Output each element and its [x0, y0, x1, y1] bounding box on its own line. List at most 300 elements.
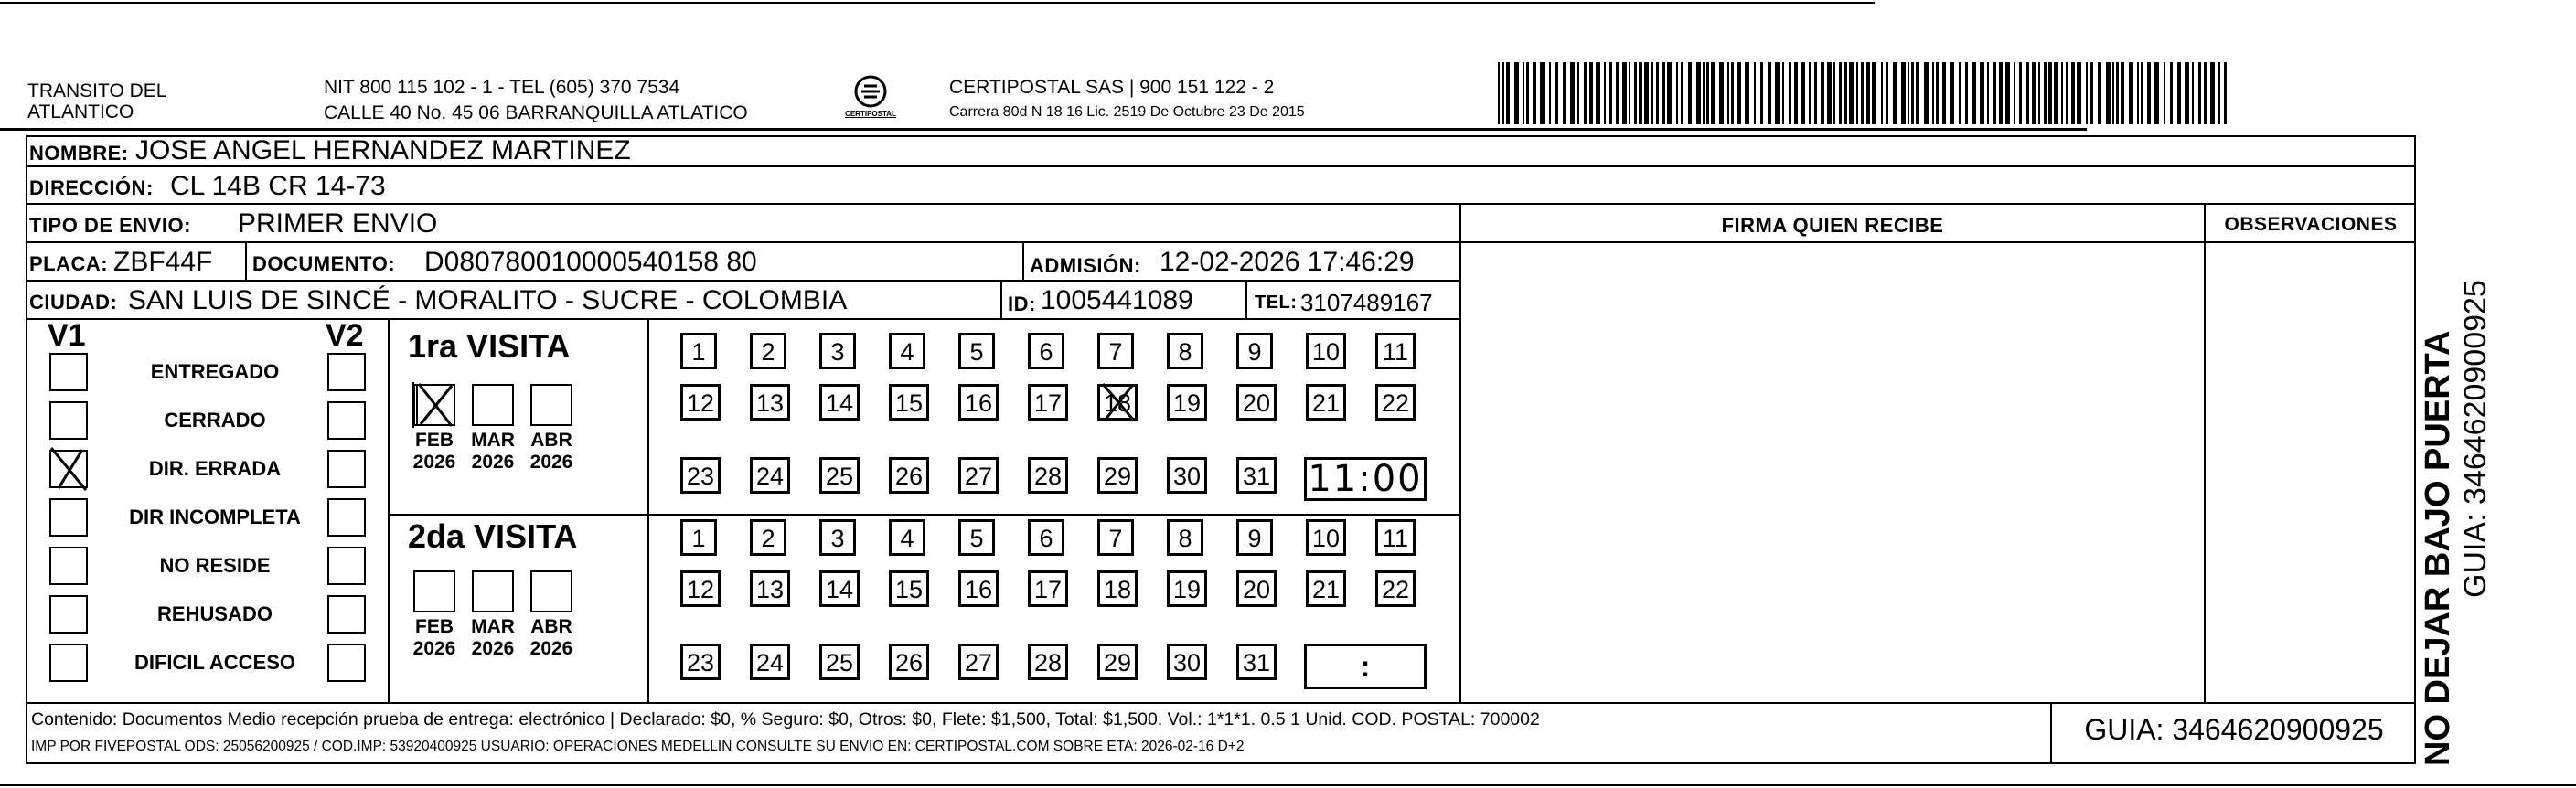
- barcode-bar: [2048, 62, 2052, 124]
- day-number: 21: [1311, 389, 1341, 417]
- first-visit-day-box[interactable]: [1236, 384, 1277, 421]
- agency-line-1: TRANSITO DEL: [27, 80, 167, 101]
- barcode-bar: [1577, 62, 1579, 124]
- top-edge-line: [0, 2, 1875, 4]
- month-year: 2026: [412, 638, 456, 659]
- certipostal-logo: [841, 73, 900, 126]
- barcode-bar: [1662, 62, 1665, 124]
- barcode-bar: [1950, 62, 1954, 124]
- barcode-bar: [2147, 62, 2151, 124]
- first-visit-day-box[interactable]: [1097, 333, 1134, 369]
- barcode-bar: [1555, 62, 1558, 124]
- barcode-bar: [1634, 62, 1637, 124]
- barcode-bar: [2198, 62, 2201, 124]
- barcode-bar: [2086, 62, 2088, 124]
- agency-line-2: ATLANTICO: [27, 101, 134, 122]
- first-visit-day-box[interactable]: [1028, 333, 1064, 369]
- status-option-label: CERRADO: [164, 409, 266, 431]
- v1-checkbox[interactable]: [49, 644, 88, 682]
- imp-text: IMP POR FIVEPOSTAL ODS: 25056200925 / COD.IMP: 53920400925 USUARIO: OPERACIONES MEDELLIN CONSULTE SU ENVIO EN: CERTIPOSTAL.COM SOBRE ETA: 2026-02-16 D+2: [31, 739, 1245, 754]
- day-number: 25: [825, 463, 854, 490]
- barcode-bar: [1861, 62, 1864, 124]
- day-number: 7: [1108, 338, 1123, 366]
- courier-address: Carrera 80d N 18 16 Lic. 2519 De Octubre 23 De 2015: [949, 104, 1305, 120]
- barcode-bar: [1609, 62, 1612, 124]
- barcode-bar: [1727, 62, 1729, 124]
- barcode-bar: [1681, 62, 1683, 124]
- day-number: 18: [1103, 389, 1132, 417]
- barcode-bar: [1514, 62, 1519, 124]
- first-visit-day-box[interactable]: [1097, 457, 1138, 494]
- barcode-bar: [1604, 62, 1606, 124]
- barcode-bar: [1616, 62, 1619, 124]
- first-visit-day-box[interactable]: [889, 457, 929, 494]
- barcode-bar: [1731, 62, 1734, 124]
- day-number: 3: [830, 525, 845, 552]
- bottom-edge-line: [0, 784, 2576, 786]
- v2-checkbox[interactable]: [327, 353, 366, 391]
- first-visit-day-box[interactable]: [750, 333, 786, 369]
- placa-divider: [245, 243, 247, 282]
- logo-text: CERTIPOSTAL: [845, 110, 896, 118]
- first-visit-title: 1ra VISITA: [408, 327, 571, 365]
- second-visit-day-box[interactable]: [819, 644, 860, 680]
- barcode-bar: [1570, 62, 1575, 124]
- barcode-bar: [1886, 62, 1888, 124]
- barcode-bar: [1844, 62, 1847, 124]
- month-name: FEB: [415, 616, 454, 637]
- barcode-bar: [2164, 62, 2165, 124]
- barcode-bar: [1754, 62, 1756, 124]
- tel-value: 3107489167: [1300, 289, 1433, 316]
- day-number: 7: [1108, 525, 1123, 552]
- second-visit-day-box[interactable]: [889, 644, 929, 680]
- second-visit-day-box[interactable]: [889, 519, 925, 556]
- barcode-bar: [1936, 62, 1939, 124]
- barcode-bar: [2185, 62, 2189, 124]
- admision-divider: [1022, 243, 1024, 282]
- second-visit-day-box[interactable]: [1028, 570, 1068, 607]
- agency-name: [27, 80, 166, 122]
- second-visit-day-box[interactable]: [750, 519, 786, 556]
- second-visit-day-box[interactable]: [750, 570, 790, 607]
- barcode-bar: [1916, 62, 1919, 124]
- barcode-bar: [1644, 62, 1649, 124]
- barcode-bar: [1540, 62, 1545, 124]
- day-number: 6: [1039, 338, 1053, 366]
- day-number: 5: [969, 525, 984, 552]
- day-number: 28: [1033, 649, 1063, 676]
- side-guia-text: GUIA: 3464620900925: [2458, 280, 2493, 598]
- barcode-bar: [1999, 62, 2003, 124]
- first-visit-day-box[interactable]: [1097, 384, 1138, 421]
- tel-label: TEL:: [1255, 293, 1298, 313]
- day-number: 15: [894, 389, 924, 417]
- barcode-bar: [2061, 62, 2063, 124]
- barcode-bar: [1688, 62, 1692, 124]
- barcode-bar: [1893, 62, 1897, 124]
- first-visit-day-box[interactable]: [958, 333, 995, 369]
- barcode-bar: [1924, 62, 1929, 124]
- first-visit-day-box[interactable]: [1236, 333, 1273, 369]
- barcode-bar: [2121, 62, 2124, 124]
- second-visit-day-box[interactable]: [1306, 570, 1346, 607]
- status-option-label: NO RESIDE: [159, 554, 271, 577]
- month-year: 2026: [412, 452, 456, 473]
- barcode-bar: [2077, 62, 2081, 124]
- barcode-bar: [1622, 62, 1627, 124]
- row-nombre: [26, 135, 2416, 167]
- day-number: 9: [1247, 525, 1262, 552]
- day-number: 29: [1103, 649, 1132, 676]
- barcode-bar: [2098, 62, 2101, 124]
- day-number: 26: [894, 463, 924, 490]
- barcode-bar: [1901, 62, 1906, 124]
- barcode-bar: [1814, 62, 1817, 124]
- barcode-bar: [2137, 62, 2139, 124]
- barcode-bar: [1696, 62, 1701, 124]
- barcode-bar: [1872, 62, 1876, 124]
- barcode-bar: [1987, 62, 1989, 124]
- second-visit-day-box[interactable]: [958, 519, 995, 556]
- barcode: [1498, 62, 2229, 124]
- ciudad-value: SAN LUIS DE SINCÉ - MORALITO - SUCRE - COLOMBIA: [128, 285, 848, 315]
- status-option-label: DIR. ERRADA: [148, 457, 282, 480]
- second-visit-day-box[interactable]: [1028, 519, 1064, 556]
- v1-checkbox[interactable]: [49, 595, 88, 634]
- barcode-bar: [1782, 62, 1784, 124]
- month-label: [467, 430, 518, 474]
- day-number: 4: [900, 525, 914, 552]
- day-number: 1: [691, 525, 706, 552]
- first-visit-day-box[interactable]: [819, 457, 860, 494]
- first-visit-day-box[interactable]: [1028, 457, 1068, 494]
- visit-months-divider: [647, 320, 649, 702]
- second-visit-day-box[interactable]: [1375, 570, 1416, 607]
- barcode-bar: [1993, 62, 1996, 124]
- month-name: MAR: [471, 616, 515, 637]
- second-visit-day-box[interactable]: [1167, 519, 1203, 556]
- placa-label: PLACA:: [29, 252, 109, 275]
- month-label: [526, 430, 577, 474]
- barcode-bar: [1526, 62, 1529, 124]
- second-visit-day-box[interactable]: [889, 570, 929, 607]
- second-visit-day-box[interactable]: [680, 519, 717, 556]
- barcode-bar: [1711, 62, 1715, 124]
- v2-checkbox[interactable]: [327, 547, 366, 585]
- second-visit-time-box[interactable]: [1304, 644, 1427, 689]
- barcode-bar: [1839, 62, 1842, 124]
- first-visit-day-box[interactable]: [680, 457, 721, 494]
- first-visit-day-box[interactable]: [1375, 384, 1416, 421]
- day-number: 20: [1242, 389, 1271, 417]
- second-visit-month-checkbox[interactable]: [472, 570, 514, 612]
- barcode-bar: [1932, 62, 1934, 124]
- visit-split-rule: [388, 514, 1459, 516]
- day-number: 16: [964, 576, 993, 603]
- second-visit-day-box[interactable]: [680, 570, 721, 607]
- second-visit-day-box[interactable]: [1097, 570, 1138, 607]
- barcode-bar: [2129, 62, 2133, 124]
- courier-info: [949, 77, 1305, 121]
- row-ciudad: [26, 282, 1459, 320]
- barcode-bar: [2032, 62, 2036, 124]
- day-number: 4: [900, 338, 914, 366]
- barcode-bar: [1775, 62, 1780, 124]
- day-number: 21: [1311, 576, 1341, 603]
- day-number: 2: [761, 338, 775, 366]
- first-visit-day-box[interactable]: [1375, 333, 1416, 369]
- day-number: 23: [686, 649, 715, 676]
- day-number: 30: [1172, 463, 1202, 490]
- contenido-text: Contenido: Documentos Medio recepción prueba de entrega: electrónico | Declarado: $0, % Seguro: $0, Otros: $0, Flete: $1,500, Total: $1,500. Vol.: 1*1*1. 0.5 1 Unid. COD. POSTAL: 700002: [31, 709, 1540, 729]
- day-number: 15: [894, 576, 924, 603]
- second-visit-day-box[interactable]: [1375, 519, 1416, 556]
- barcode-bar: [1794, 62, 1798, 124]
- month-year: 2026: [471, 452, 515, 473]
- barcode-bar: [1639, 62, 1642, 124]
- barcode-bar: [2177, 62, 2181, 124]
- v1-checkbox[interactable]: [49, 498, 88, 537]
- v2-checkbox[interactable]: [327, 595, 366, 634]
- barcode-bar: [2116, 62, 2119, 124]
- second-visit-day-box[interactable]: [1167, 570, 1207, 607]
- first-visit-time-box[interactable]: [1304, 457, 1427, 501]
- barcode-bar: [1676, 62, 1678, 124]
- first-visit-day-box[interactable]: [1306, 333, 1346, 369]
- second-visit-day-box[interactable]: [1028, 644, 1068, 680]
- firma-label: FIRMA QUIEN RECIBE: [1721, 214, 1944, 237]
- day-number: 30: [1172, 649, 1202, 676]
- barcode-bar: [1801, 62, 1805, 124]
- barcode-bar: [2192, 62, 2194, 124]
- month-label: [409, 616, 460, 660]
- month-name: MAR: [471, 430, 515, 451]
- barcode-bar: [1942, 62, 1946, 124]
- second-visit-month-checkbox[interactable]: [413, 570, 455, 612]
- v2-checkbox[interactable]: [327, 401, 366, 440]
- footer-rule: [26, 702, 2416, 704]
- second-visit-day-box[interactable]: [680, 644, 721, 680]
- day-number: 11: [1382, 338, 1409, 366]
- status-option-label: DIFICIL ACCESO: [134, 651, 295, 674]
- barcode-bar: [1768, 62, 1771, 124]
- barcode-bar: [1760, 62, 1763, 124]
- barcode-bar: [1589, 62, 1593, 124]
- first-visit-day-box[interactable]: [1306, 384, 1346, 421]
- second-visit-day-box[interactable]: [1306, 519, 1346, 556]
- second-visit-day-box[interactable]: [1236, 519, 1273, 556]
- barcode-bar: [1856, 62, 1858, 124]
- day-number: 1: [691, 338, 706, 366]
- barcode-bar: [1959, 62, 1961, 124]
- day-number: 12: [686, 389, 715, 417]
- month-label: [526, 616, 577, 660]
- day-number: 18: [1103, 576, 1132, 603]
- status-option-label: DIR INCOMPLETA: [129, 506, 301, 528]
- first-visit-month-checkbox[interactable]: [530, 384, 572, 426]
- first-visit-day-box[interactable]: [1028, 384, 1068, 421]
- barcode-bar: [1549, 62, 1551, 124]
- first-visit-day-box[interactable]: [889, 384, 929, 421]
- barcode-bar: [1563, 62, 1566, 124]
- barcode-bar: [2154, 62, 2159, 124]
- barcode-bar: [1972, 62, 1976, 124]
- barcode-bar: [2019, 62, 2022, 124]
- second-visit-day-box[interactable]: [819, 570, 860, 607]
- documento-value: D080780010000540158 80: [424, 247, 757, 277]
- month-year: 2026: [529, 452, 573, 473]
- day-number: 20: [1242, 576, 1271, 603]
- second-visit-day-box[interactable]: [1167, 644, 1207, 680]
- barcode-bar: [1533, 62, 1536, 124]
- day-number: 13: [755, 389, 785, 417]
- first-visit-day-box[interactable]: [889, 333, 925, 369]
- first-visit-day-box[interactable]: [1167, 457, 1207, 494]
- direccion-value: CL 14B CR 14-73: [170, 171, 386, 201]
- barcode-bar: [2054, 62, 2058, 124]
- row-direccion: [26, 167, 2416, 205]
- observaciones-label: OBSERVACIONES: [2224, 214, 2398, 235]
- month-year: 2026: [529, 638, 573, 659]
- first-visit-month-checkbox[interactable]: [413, 384, 455, 426]
- day-number: 8: [1178, 525, 1192, 552]
- guia-box-text: GUIA: 3464620900925: [2084, 713, 2384, 746]
- day-number: 23: [686, 463, 715, 490]
- v2-checkbox[interactable]: [327, 450, 366, 488]
- second-visit-day-box[interactable]: [750, 644, 790, 680]
- barcode-bar: [2071, 62, 2075, 124]
- day-number: 31: [1242, 463, 1271, 490]
- nombre-label: NOMBRE:: [29, 142, 129, 165]
- barcode-bar: [1719, 62, 1724, 124]
- day-number: 2: [761, 525, 775, 552]
- id-divider: [1000, 282, 1002, 320]
- barcode-bar: [1809, 62, 1811, 124]
- barcode-bar: [2210, 62, 2215, 124]
- day-number: 22: [1381, 389, 1410, 417]
- barcode-bar: [1498, 62, 1500, 124]
- v1-checkbox[interactable]: [49, 353, 88, 391]
- side-guia: [2458, 141, 2495, 598]
- day-number: 27: [964, 463, 993, 490]
- v1-checkbox[interactable]: [49, 450, 88, 488]
- first-visit-day-box[interactable]: [819, 333, 856, 369]
- second-visit-day-box[interactable]: [1097, 519, 1134, 556]
- day-number: 22: [1381, 576, 1410, 603]
- barcode-bar: [2044, 62, 2047, 124]
- day-number: 10: [1311, 525, 1341, 552]
- status-divider: [388, 320, 390, 702]
- day-number: 28: [1033, 463, 1063, 490]
- day-number: 31: [1242, 649, 1271, 676]
- documento-label: DOCUMENTO:: [252, 252, 396, 275]
- tipo-value: PRIMER ENVIO: [238, 208, 438, 239]
- first-visit-day-box[interactable]: [958, 384, 999, 421]
- day-number: 5: [969, 338, 984, 366]
- ciudad-label: CIUDAD:: [29, 291, 118, 314]
- second-visit-day-box[interactable]: [958, 644, 999, 680]
- first-visit-day-box[interactable]: [680, 384, 721, 421]
- month-name: ABR: [530, 430, 572, 451]
- day-number: 11: [1382, 525, 1409, 552]
- agency-address: CALLE 40 No. 45 06 BARRANQUILLA ATLATICO: [324, 102, 748, 123]
- tipo-label: TIPO DE ENVIO:: [29, 214, 191, 237]
- form-top-rule: [0, 128, 2087, 131]
- v1-checkbox[interactable]: [49, 401, 88, 440]
- admision-label: ADMISIÓN:: [1030, 254, 1141, 277]
- day-number: 25: [825, 649, 854, 676]
- day-number: 17: [1033, 576, 1063, 603]
- second-visit-day-box[interactable]: [1097, 644, 1138, 680]
- barcode-bar: [2218, 62, 2220, 124]
- admision-value: 12-02-2026 17:46:29: [1160, 247, 1415, 277]
- courier-line: CERTIPOSTAL SAS | 900 151 122 - 2: [949, 77, 1275, 98]
- second-visit-month-checkbox[interactable]: [530, 570, 572, 612]
- day-number: 3: [830, 338, 845, 366]
- barcode-bar: [2038, 62, 2040, 124]
- v1-checkbox[interactable]: [49, 547, 88, 585]
- observaciones-left-rule: [2204, 205, 2206, 702]
- first-visit-day-box[interactable]: [958, 457, 999, 494]
- barcode-bar: [2112, 62, 2114, 124]
- barcode-bar: [1849, 62, 1854, 124]
- first-visit-day-box[interactable]: [1167, 384, 1207, 421]
- status-option-label: ENTREGADO: [150, 360, 280, 383]
- v2-checkbox[interactable]: [327, 498, 366, 537]
- direccion-label: DIRECCIÓN:: [29, 176, 154, 199]
- second-visit-day-box[interactable]: [1236, 570, 1277, 607]
- v2-checkbox[interactable]: [327, 644, 366, 682]
- barcode-bar: [1833, 62, 1835, 124]
- day-number: 14: [825, 389, 854, 417]
- second-visit-day-box[interactable]: [958, 570, 999, 607]
- no-dejar-text: NO DEJAR BAJO PUERTA: [2419, 330, 2457, 766]
- v2-label: V2: [326, 318, 364, 353]
- second-visit-day-box[interactable]: [1236, 644, 1277, 680]
- barcode-bar: [2170, 62, 2173, 124]
- barcode-bar: [1629, 62, 1630, 124]
- day-number: 27: [964, 649, 993, 676]
- barcode-bar: [2026, 62, 2029, 124]
- nit-line: NIT 800 115 102 - 1 - TEL (605) 370 7534: [324, 77, 680, 98]
- barcode-bar: [1737, 62, 1741, 124]
- barcode-bar: [1911, 62, 1914, 124]
- side-no-dejar: [2420, 144, 2456, 766]
- month-label: [467, 616, 518, 660]
- id-value: 1005441089: [1041, 285, 1193, 315]
- day-number: 17: [1033, 389, 1063, 417]
- first-visit-day-box[interactable]: [1236, 457, 1277, 494]
- first-visit-day-box[interactable]: [750, 384, 790, 421]
- barcode-bar: [1745, 62, 1749, 124]
- first-visit-day-box[interactable]: [1167, 333, 1203, 369]
- month-name: ABR: [530, 616, 572, 637]
- first-visit-day-box[interactable]: [750, 457, 790, 494]
- second-visit-day-box[interactable]: [819, 519, 856, 556]
- day-number: 19: [1172, 576, 1202, 603]
- barcode-bar: [2005, 62, 2010, 124]
- barcode-bar: [1789, 62, 1791, 124]
- second-visit-title: 2da VISITA: [408, 517, 578, 555]
- first-visit-month-checkbox[interactable]: [472, 384, 514, 426]
- first-visit-day-box[interactable]: [819, 384, 860, 421]
- first-visit-day-box[interactable]: [680, 333, 717, 369]
- barcode-bar: [1908, 62, 1909, 124]
- day-number: 12: [686, 576, 715, 603]
- agency-contact: [324, 77, 748, 123]
- barcode-bar: [2224, 62, 2227, 124]
